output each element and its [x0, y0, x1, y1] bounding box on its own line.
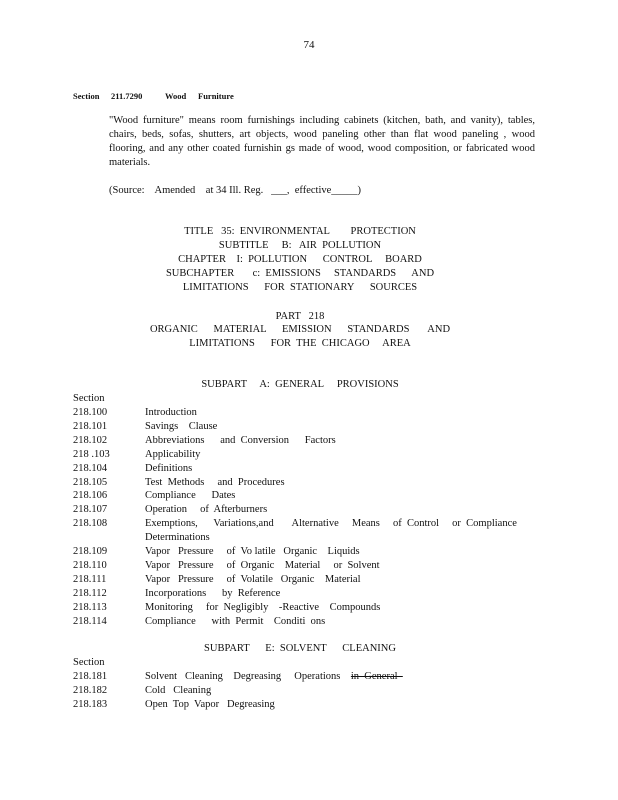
- toc-section-number: 218.182: [73, 685, 108, 696]
- subpart-a-heading: SUBPART A: GENERAL PROVISIONS: [201, 379, 399, 390]
- toc-section-title: Exemptions, Variations,and Alternative Means of Control or Compliance: [145, 518, 517, 529]
- toc-section-title: Vapor Pressure of Organic Material or Solvent: [145, 560, 380, 571]
- toc-section-title: Cold Cleaning: [145, 685, 212, 696]
- toc-section-number: 218.112: [73, 588, 107, 599]
- toc-section-number: 218.110: [73, 560, 107, 571]
- toc-section-title: Applicability: [145, 449, 201, 460]
- toc-section-title: Test Methods and Procedures: [145, 477, 285, 488]
- part-line: PART 218: [275, 311, 325, 322]
- toc-section-title: Vapor Pressure of Volatile Organic Material: [145, 574, 361, 585]
- toc-section-title: Compliance with Permit Conditi ons: [145, 616, 326, 627]
- toc-section-number: 218 .103: [73, 449, 110, 460]
- toc-section-number: 218.106: [73, 490, 108, 501]
- struck-through-text: in General: [350, 671, 403, 682]
- toc-section-title: Definitions: [145, 463, 193, 474]
- toc-section-title: Savings Clause: [145, 421, 218, 432]
- title-line: TITLE 35: ENVIRONMENTAL PROTECTION: [184, 226, 416, 237]
- section-column-label: Section: [73, 657, 105, 668]
- section-number: 211.7290: [111, 91, 143, 101]
- toc-section-number: 218.107: [73, 504, 108, 515]
- toc-section-number: 218.105: [73, 477, 108, 488]
- section-title-word-1: Wood: [165, 91, 187, 101]
- toc-section-title-continued: Determinations: [145, 532, 210, 543]
- toc-section-number: 218.101: [73, 421, 108, 432]
- toc-section-title: Introduction: [145, 407, 197, 418]
- toc-section-title: Abbreviations and Conversion Factors: [145, 435, 336, 446]
- toc-section-number: 218.183: [73, 699, 108, 710]
- toc-section-number: 218.181: [73, 671, 108, 682]
- source-note: (Source: Amended at 34 Ill. Reg. ___, effective_____): [109, 185, 362, 196]
- toc-section-number: 218.102: [73, 435, 108, 446]
- toc-section-title: Operation of Afterburners: [145, 504, 268, 515]
- subpart-e-heading: SUBPART E: SOLVENT CLEANING: [204, 643, 396, 654]
- toc-section-number: 218.108: [73, 518, 108, 529]
- toc-section-title: Monitoring for Negligibly -Reactive Compounds: [145, 602, 381, 613]
- toc-section-number: 218.114: [73, 616, 107, 627]
- toc-section-number: 218.109: [73, 546, 108, 557]
- section-column-label: Section: [73, 393, 105, 404]
- section-label: Section: [73, 91, 100, 101]
- toc-section-title: Compliance Dates: [145, 490, 236, 501]
- toc-title-text: Solvent Cleaning Degreasing Operations: [145, 671, 351, 682]
- title-line: LIMITATIONS FOR STATIONARY SOURCES: [182, 282, 418, 293]
- title-line: SUBTITLE B: AIR POLLUTION: [218, 240, 382, 251]
- toc-section-number: 218.113: [73, 602, 107, 613]
- title-line: SUBCHAPTER c: EMISSIONS STANDARDS AND: [165, 268, 435, 279]
- title-line: CHAPTER I: POLLUTION CONTROL BOARD: [178, 254, 422, 265]
- page-number: 74: [303, 39, 315, 51]
- toc-section-number: 218.100: [73, 407, 108, 418]
- section-title-word-2: Furniture: [198, 91, 234, 101]
- toc-section-number: 218.104: [73, 463, 108, 474]
- toc-section-title: [145, 670, 403, 684]
- toc-section-number: 218.111: [73, 574, 107, 585]
- part-line: LIMITATIONS FOR THE CHICAGO AREA: [189, 338, 411, 349]
- definition-paragraph: "Wood furniture" means room furnishings including cabinets (kitchen, bath, and vanity), tables, chairs, beds, sofas, shutters, art objects, wood paneling other than flat wood paneling , wood flooring, and any other coated furnishin gs made of wood, wood composition, or fabricated wood materials.: [109, 115, 535, 168]
- toc-section-title: Incorporations by Reference: [145, 588, 281, 599]
- part-line: ORGANIC MATERIAL EMISSION STANDARDS AND: [149, 324, 451, 335]
- toc-section-title: Vapor Pressure of Vo latile Organic Liquids: [145, 546, 360, 557]
- toc-section-title: Open Top Vapor Degreasing: [145, 699, 275, 710]
